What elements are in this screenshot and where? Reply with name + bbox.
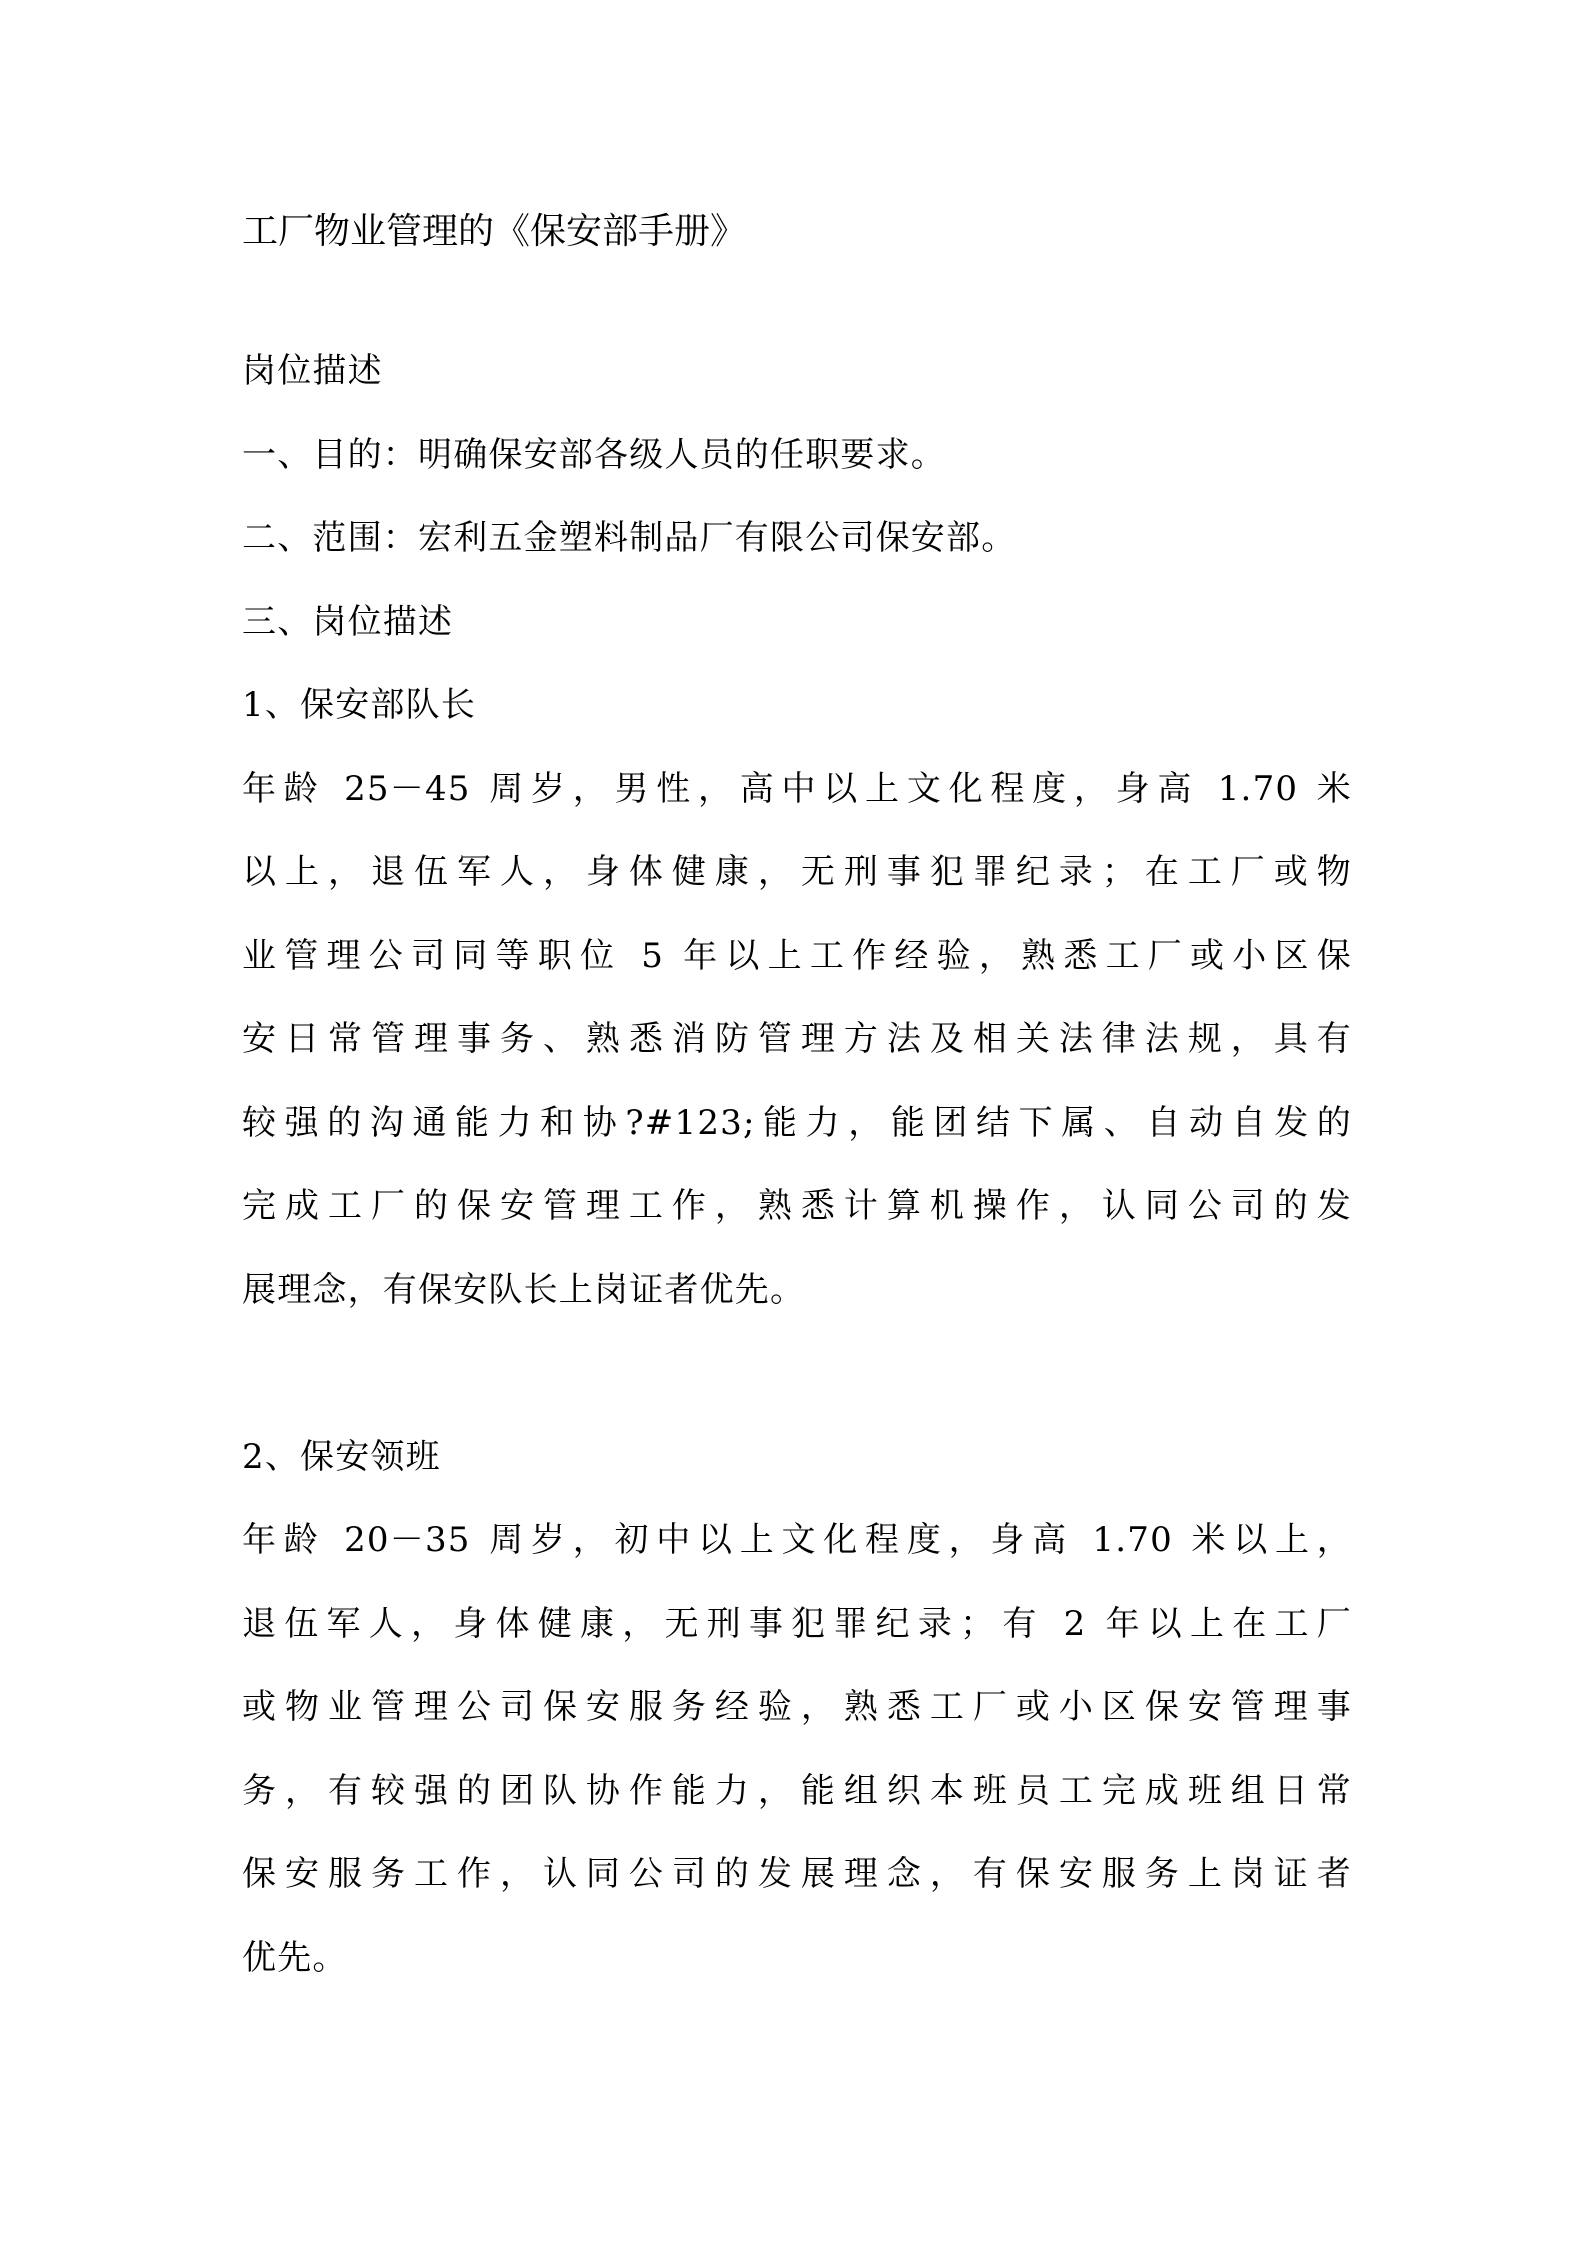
paragraph-line: 或物业管理公司保安服务经验，熟悉工厂或小区保安管理事 — [242, 1687, 1352, 1727]
document-body — [242, 330, 1352, 2000]
paragraph-line: 年龄 20－35 周岁，初中以上文化程度，身高 1.70 米以上， — [242, 1520, 1352, 1560]
paragraph-line: 展理念，有保安队长上岗证者优先。 — [242, 1269, 806, 1310]
position-shift-leader — [242, 1416, 1352, 2001]
paragraph-line: 优先。 — [242, 1937, 348, 1978]
paragraph-line: 年龄 25－45 周岁，男性，高中以上文化程度，身高 1.70 米 — [242, 768, 1352, 809]
purpose-item: 一、目的：明确保安部各级人员的任职要求。 — [242, 434, 946, 475]
paragraph-line: 完成工厂的保安管理工作，熟悉计算机操作，认同公司的发 — [242, 1186, 1352, 1226]
position-captain — [242, 664, 1352, 1332]
position-heading: 1、保安部队长 — [242, 685, 477, 725]
section-heading: 岗位描述 — [242, 351, 383, 391]
job-description-item: 三、岗位描述 — [242, 601, 454, 642]
position-heading: 2、保安领班 — [242, 1436, 441, 1477]
paragraph-line: 安日常管理事务、熟悉消防管理方法及相关法律法规，具有 — [242, 1019, 1352, 1059]
paragraph-line: 务，有较强的团队协作能力，能组织本班员工完成班组日常 — [242, 1770, 1352, 1811]
paragraph-line: 退伍军人，身体健康，无刑事犯罪纪录；有 2 年以上在工厂 — [242, 1603, 1352, 1644]
blank-line — [242, 1332, 1352, 1416]
paragraph-line: 保安服务工作，认同公司的发展理念，有保安服务上岗证者 — [242, 1854, 1352, 1894]
paragraph-line: 以上，退伍军人，身体健康，无刑事犯罪纪录；在工厂或物 — [242, 852, 1352, 892]
scope-item: 二、范围：宏利五金塑料制品厂有限公司保安部。 — [242, 518, 1017, 558]
paragraph-line: 较强的沟通能力和协?#123;能力，能团结下属、自动自发的 — [242, 1102, 1352, 1143]
document-title: 工厂物业管理的《保安部手册》 — [242, 211, 747, 252]
paragraph-line: 业管理公司同等职位 5 年以上工作经验，熟悉工厂或小区保 — [242, 935, 1352, 976]
